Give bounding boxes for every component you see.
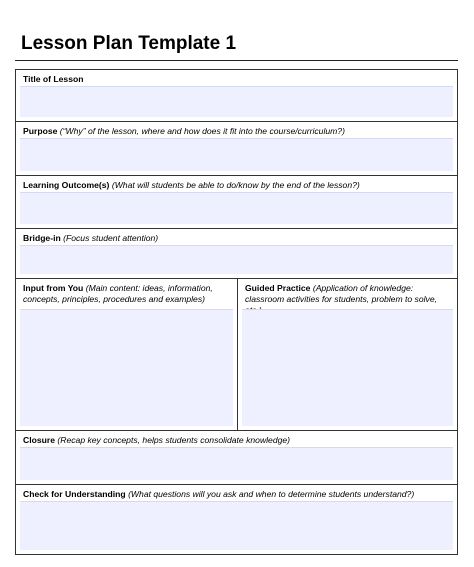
section-purpose bbox=[16, 122, 457, 176]
section-hint: (Application of knowledge: classroom activities for students, problem to solve, bbox=[245, 283, 438, 304]
section-label bbox=[23, 126, 451, 137]
guided-practice-field[interactable] bbox=[242, 309, 453, 426]
section-title: Input from You bbox=[23, 283, 84, 293]
section-hint: (Focus student attention) bbox=[63, 233, 159, 243]
section-label bbox=[23, 180, 451, 191]
title-of-lesson-field[interactable] bbox=[20, 86, 453, 117]
section-title: Check for Understanding bbox=[23, 489, 126, 499]
section-hint: (What will students be able to do/know by the end of the lesson?) bbox=[111, 180, 360, 190]
section-title: Bridge-in bbox=[23, 233, 61, 243]
purpose-field[interactable] bbox=[20, 138, 453, 171]
bridge-in-field[interactable] bbox=[20, 245, 453, 274]
input-from-you-column bbox=[16, 279, 238, 430]
section-label bbox=[23, 283, 231, 305]
section-title: Title of Lesson bbox=[23, 74, 84, 84]
section-label bbox=[23, 435, 451, 446]
title-divider bbox=[15, 60, 458, 61]
page-title: Lesson Plan Template 1 bbox=[21, 33, 237, 54]
section-label bbox=[23, 74, 451, 85]
section-hint: (“Why” of the lesson, where and how does it fit into the course/curriculum?) bbox=[59, 126, 345, 136]
section-title: Purpose bbox=[23, 126, 58, 136]
section-hint: (Recap key concepts, helps students consolidate knowledge) bbox=[57, 435, 291, 445]
learning-outcomes-field[interactable] bbox=[20, 192, 453, 224]
section-title: Learning Outcome(s) bbox=[23, 180, 110, 190]
input-from-you-field[interactable] bbox=[20, 309, 233, 426]
section-title-of-lesson bbox=[16, 70, 457, 122]
section-bridge-in bbox=[16, 229, 457, 279]
section-label bbox=[23, 233, 451, 244]
section-closure bbox=[16, 431, 457, 485]
section-learning-outcomes bbox=[16, 176, 457, 229]
guided-practice-column bbox=[238, 279, 457, 430]
check-for-understanding-field[interactable] bbox=[20, 501, 453, 550]
section-title: Guided Practice bbox=[245, 283, 311, 293]
section-hint: (What questions will you ask and when to determine students understand?) bbox=[128, 489, 415, 499]
section-label bbox=[23, 489, 451, 500]
section-input-and-practice bbox=[16, 279, 457, 431]
section-check-for-understanding bbox=[16, 485, 457, 554]
section-title: Closure bbox=[23, 435, 55, 445]
closure-field[interactable] bbox=[20, 447, 453, 480]
section-hint: (Main content: ideas, information, concepts, principles, procedures and examples) bbox=[23, 283, 213, 304]
lesson-plan-form bbox=[15, 69, 458, 555]
